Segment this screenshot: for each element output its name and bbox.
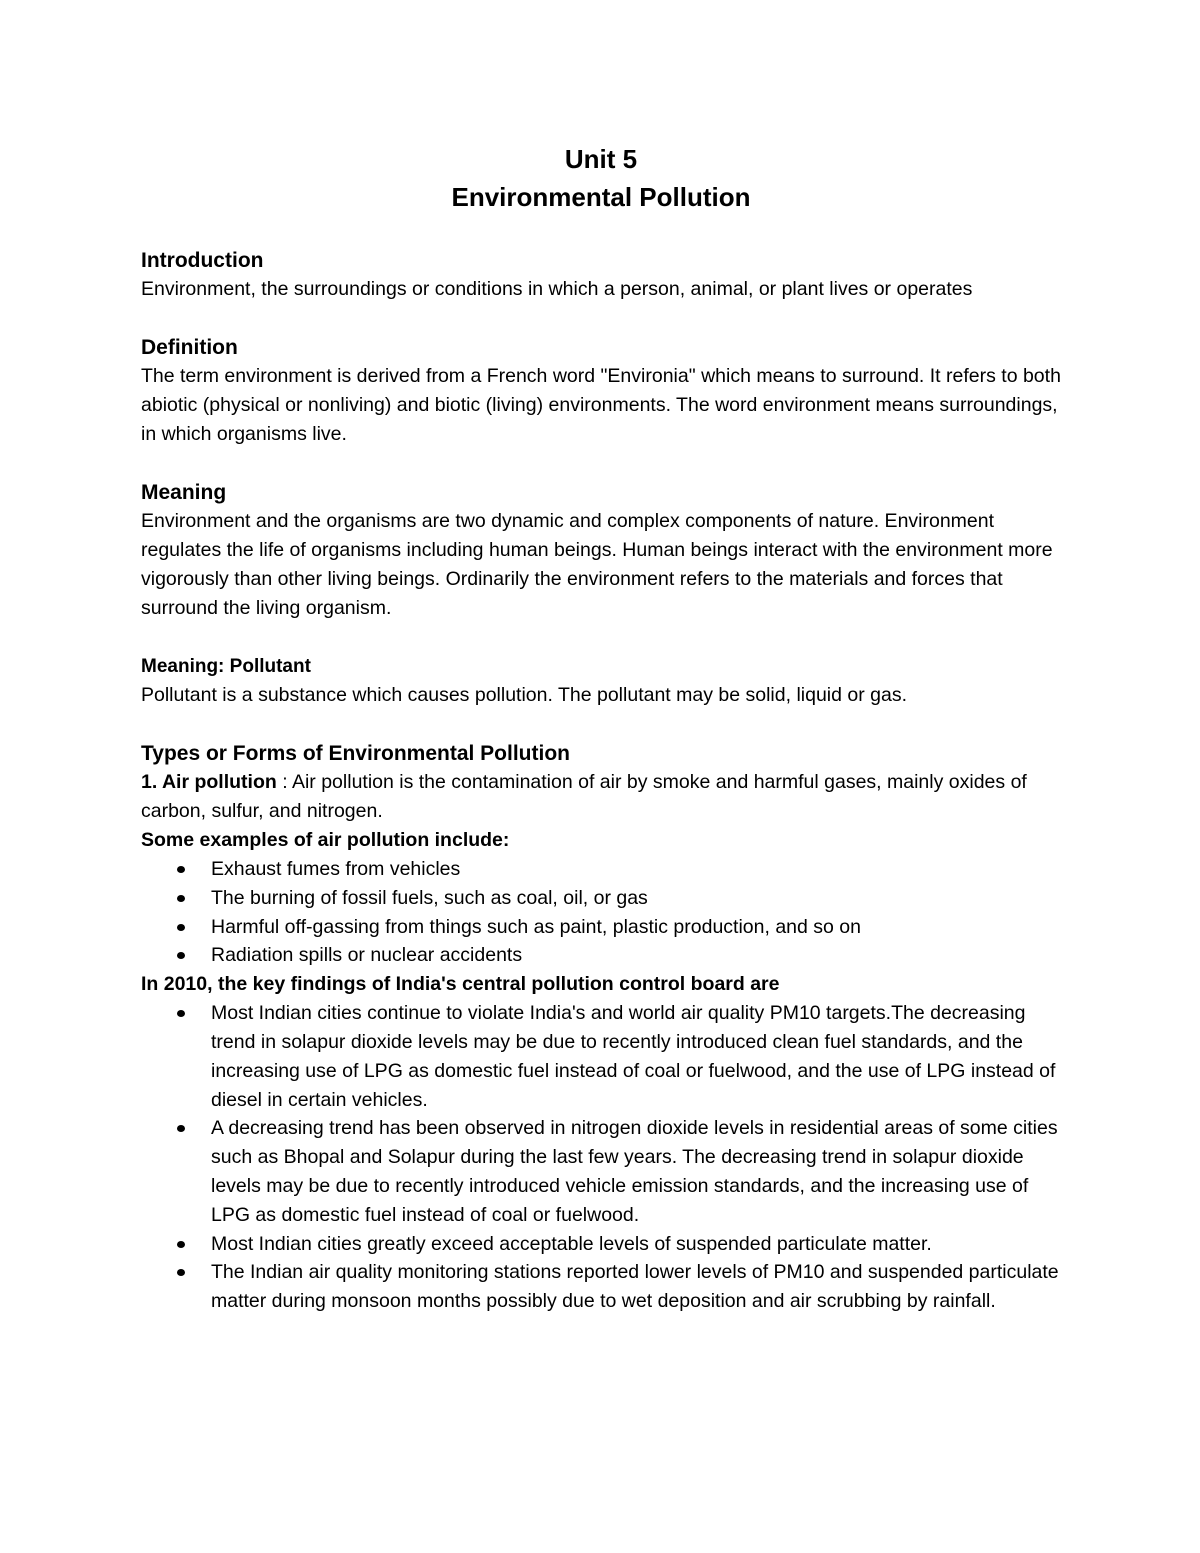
findings-list	[141, 999, 1061, 1316]
examples-heading: Some examples of air pollution include:	[141, 829, 510, 851]
bullet-icon	[177, 895, 185, 902]
findings-heading: In 2010, the key findings of India's central pollution control board are	[141, 973, 780, 996]
examples-list	[141, 855, 1061, 970]
air-pollution-paragraph	[141, 768, 1061, 826]
list-item: The burning of fossil fuels, such as coal, oil, or gas	[141, 884, 1061, 913]
bullet-icon	[177, 924, 185, 931]
bullet-icon	[177, 1010, 185, 1017]
list-item: Radiation spills or nuclear accidents	[141, 941, 1061, 970]
meaning-text: Environment and the organisms are two dynamic and complex components of nature. Environment regulates the life of organisms including human beings. Human beings interact with the environment more vigorously than other living beings. Ordinarily the environment refers to the materials and forces that surround the living organism.	[141, 510, 1053, 619]
list-item: Most Indian cities continue to violate India's and world air quality PM10 targets.The decreasing trend in solapur dioxide levels may be due to recently introduced clean fuel standards, and the increasing use of LPG as domestic fuel instead of coal or fuelwood, and the use of LPG instead of diesel in certain vehicles.	[141, 999, 1061, 1114]
air-pollution-text: : Air pollution is the contamination of air by smoke and harmful gases, mainly oxides of carbon, sulfur, and nitrogen.	[141, 771, 1027, 822]
introduction-text: Environment, the surroundings or conditions in which a person, animal, or plant lives or operates	[141, 278, 973, 300]
list-item: Most Indian cities greatly exceed acceptable levels of suspended particulate matter.	[141, 1230, 1061, 1259]
introduction-heading: Introduction	[141, 249, 264, 272]
unit-label: Unit 5	[564, 144, 638, 174]
list-item: The Indian air quality monitoring stations reported lower levels of PM10 and suspended particulate matter during monsoon months possibly due to wet deposition and air scrubbing by rainfall.	[141, 1258, 1061, 1316]
document-title: Environmental Pollution	[451, 182, 751, 212]
document-page	[141, 140, 1061, 1316]
bullet-icon	[177, 1241, 185, 1248]
bullet-icon	[177, 1269, 185, 1276]
definition-heading: Definition	[141, 336, 238, 359]
list-item: Exhaust fumes from vehicles	[141, 855, 1061, 884]
bullet-icon	[177, 866, 185, 873]
list-item: Harmful off-gassing from things such as paint, plastic production, and so on	[141, 913, 1061, 942]
types-heading: Types or Forms of Environmental Pollution	[141, 742, 570, 765]
pollutant-text: Pollutant is a substance which causes pollution. The pollutant may be solid, liquid or gas.	[141, 684, 908, 706]
list-item: A decreasing trend has been observed in nitrogen dioxide levels in residential areas of some cities such as Bhopal and Solapur during the last few years. The decreasing trend in solapur dioxide levels may be due to recently introduced vehicle emission standards, and the increasing use of LPG as domestic fuel instead of coal or fuelwood.	[141, 1114, 1061, 1229]
definition-text: The term environment is derived from a French word "Environia" which means to surround. It refers to both abiotic (physical or nonliving) and biotic (living) environments. The word environment means surroundings, in which organisms live.	[141, 365, 1061, 445]
bullet-icon	[177, 952, 185, 959]
bullet-icon	[177, 1125, 185, 1132]
meaning-heading: Meaning	[141, 481, 227, 504]
air-pollution-label: 1. Air pollution	[141, 771, 277, 793]
pollutant-heading: Meaning: Pollutant	[141, 656, 311, 677]
